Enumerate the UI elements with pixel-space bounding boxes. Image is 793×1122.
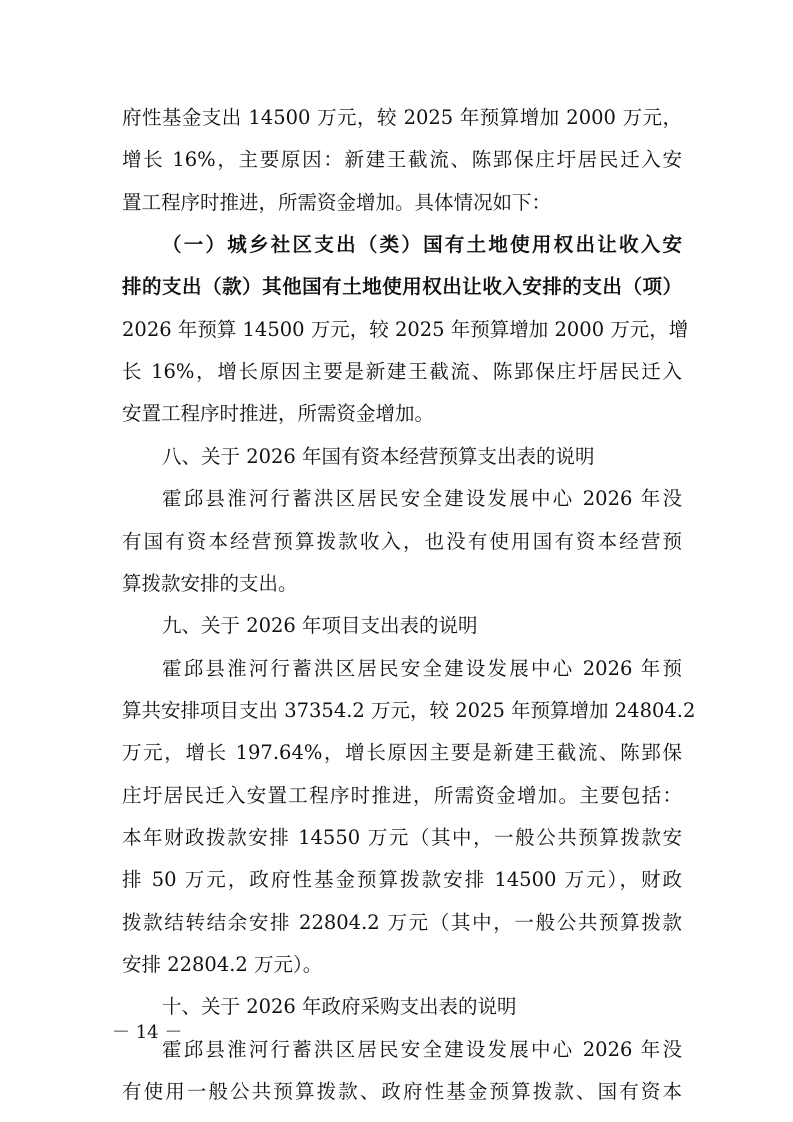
text-line: 霍邱县淮河行蓄洪区居民安全建设发展中心 2026 年没 xyxy=(162,1038,682,1061)
text-line: 排 50 万元，政府性基金预算拨款安排 14500 万元），财政 xyxy=(122,868,682,891)
text-line: 算拨款安排的支出。 xyxy=(122,572,298,595)
subheading-line: （一）城乡社区支出（类）国有土地使用权出让收入安 xyxy=(162,233,682,256)
text-line: 2026 年预算 14500 万元，较 2025 年预算增加 2000 万元，增 xyxy=(122,318,689,341)
text-line: 增长 16%，主要原因：新建王截流、陈郢保庄圩居民迁入安 xyxy=(122,148,682,171)
text-line: 算共安排项目支出 37354.2 万元，较 2025 年预算增加 24804.2 xyxy=(122,699,696,722)
subheading-line: 排的支出（款）其他国有土地使用权出让收入安排的支出（项） xyxy=(122,275,682,298)
text-line: 长 16%，增长原因主要是新建王截流、陈郢保庄圩居民迁入 xyxy=(122,360,682,383)
text-line: 庄圩居民迁入安置工程序时推进，所需资金增加。主要包括： xyxy=(122,784,682,807)
section-heading: 九、关于 2026 年项目支出表的说明 xyxy=(162,614,478,637)
page-number: － 14 － xyxy=(112,1022,183,1043)
text-line: 本年财政拨款安排 14550 万元（其中，一般公共预算拨款安 xyxy=(122,826,682,849)
section-heading: 十、关于 2026 年政府采购支出表的说明 xyxy=(162,995,517,1018)
text-line: 有使用一般公共预算拨款、政府性基金预算拨款、国有资本 xyxy=(122,1080,682,1103)
text-line: 霍邱县淮河行蓄洪区居民安全建设发展中心 2026 年预 xyxy=(162,657,682,680)
text-line: 安置工程序时推进，所需资金增加。 xyxy=(122,402,435,425)
text-line: 有国有资本经营预算拨款收入，也没有使用国有资本经营预 xyxy=(122,530,682,553)
section-heading: 八、关于 2026 年国有资本经营预算支出表的说明 xyxy=(162,445,595,468)
text-line: 霍邱县淮河行蓄洪区居民安全建设发展中心 2026 年没 xyxy=(162,487,682,510)
text-line: 置工程序时推进，所需资金增加。具体情况如下： xyxy=(122,191,552,214)
text-line: 府性基金支出 14500 万元，较 2025 年预算增加 2000 万元， xyxy=(122,106,682,129)
text-line: 安排 22804.2 万元）。 xyxy=(122,953,323,976)
text-line: 拨款结转结余安排 22804.2 万元（其中，一般公共预算拨款 xyxy=(122,911,682,934)
text-line: 万元，增长 197.64%，增长原因主要是新建王截流、陈郢保 xyxy=(122,741,682,764)
